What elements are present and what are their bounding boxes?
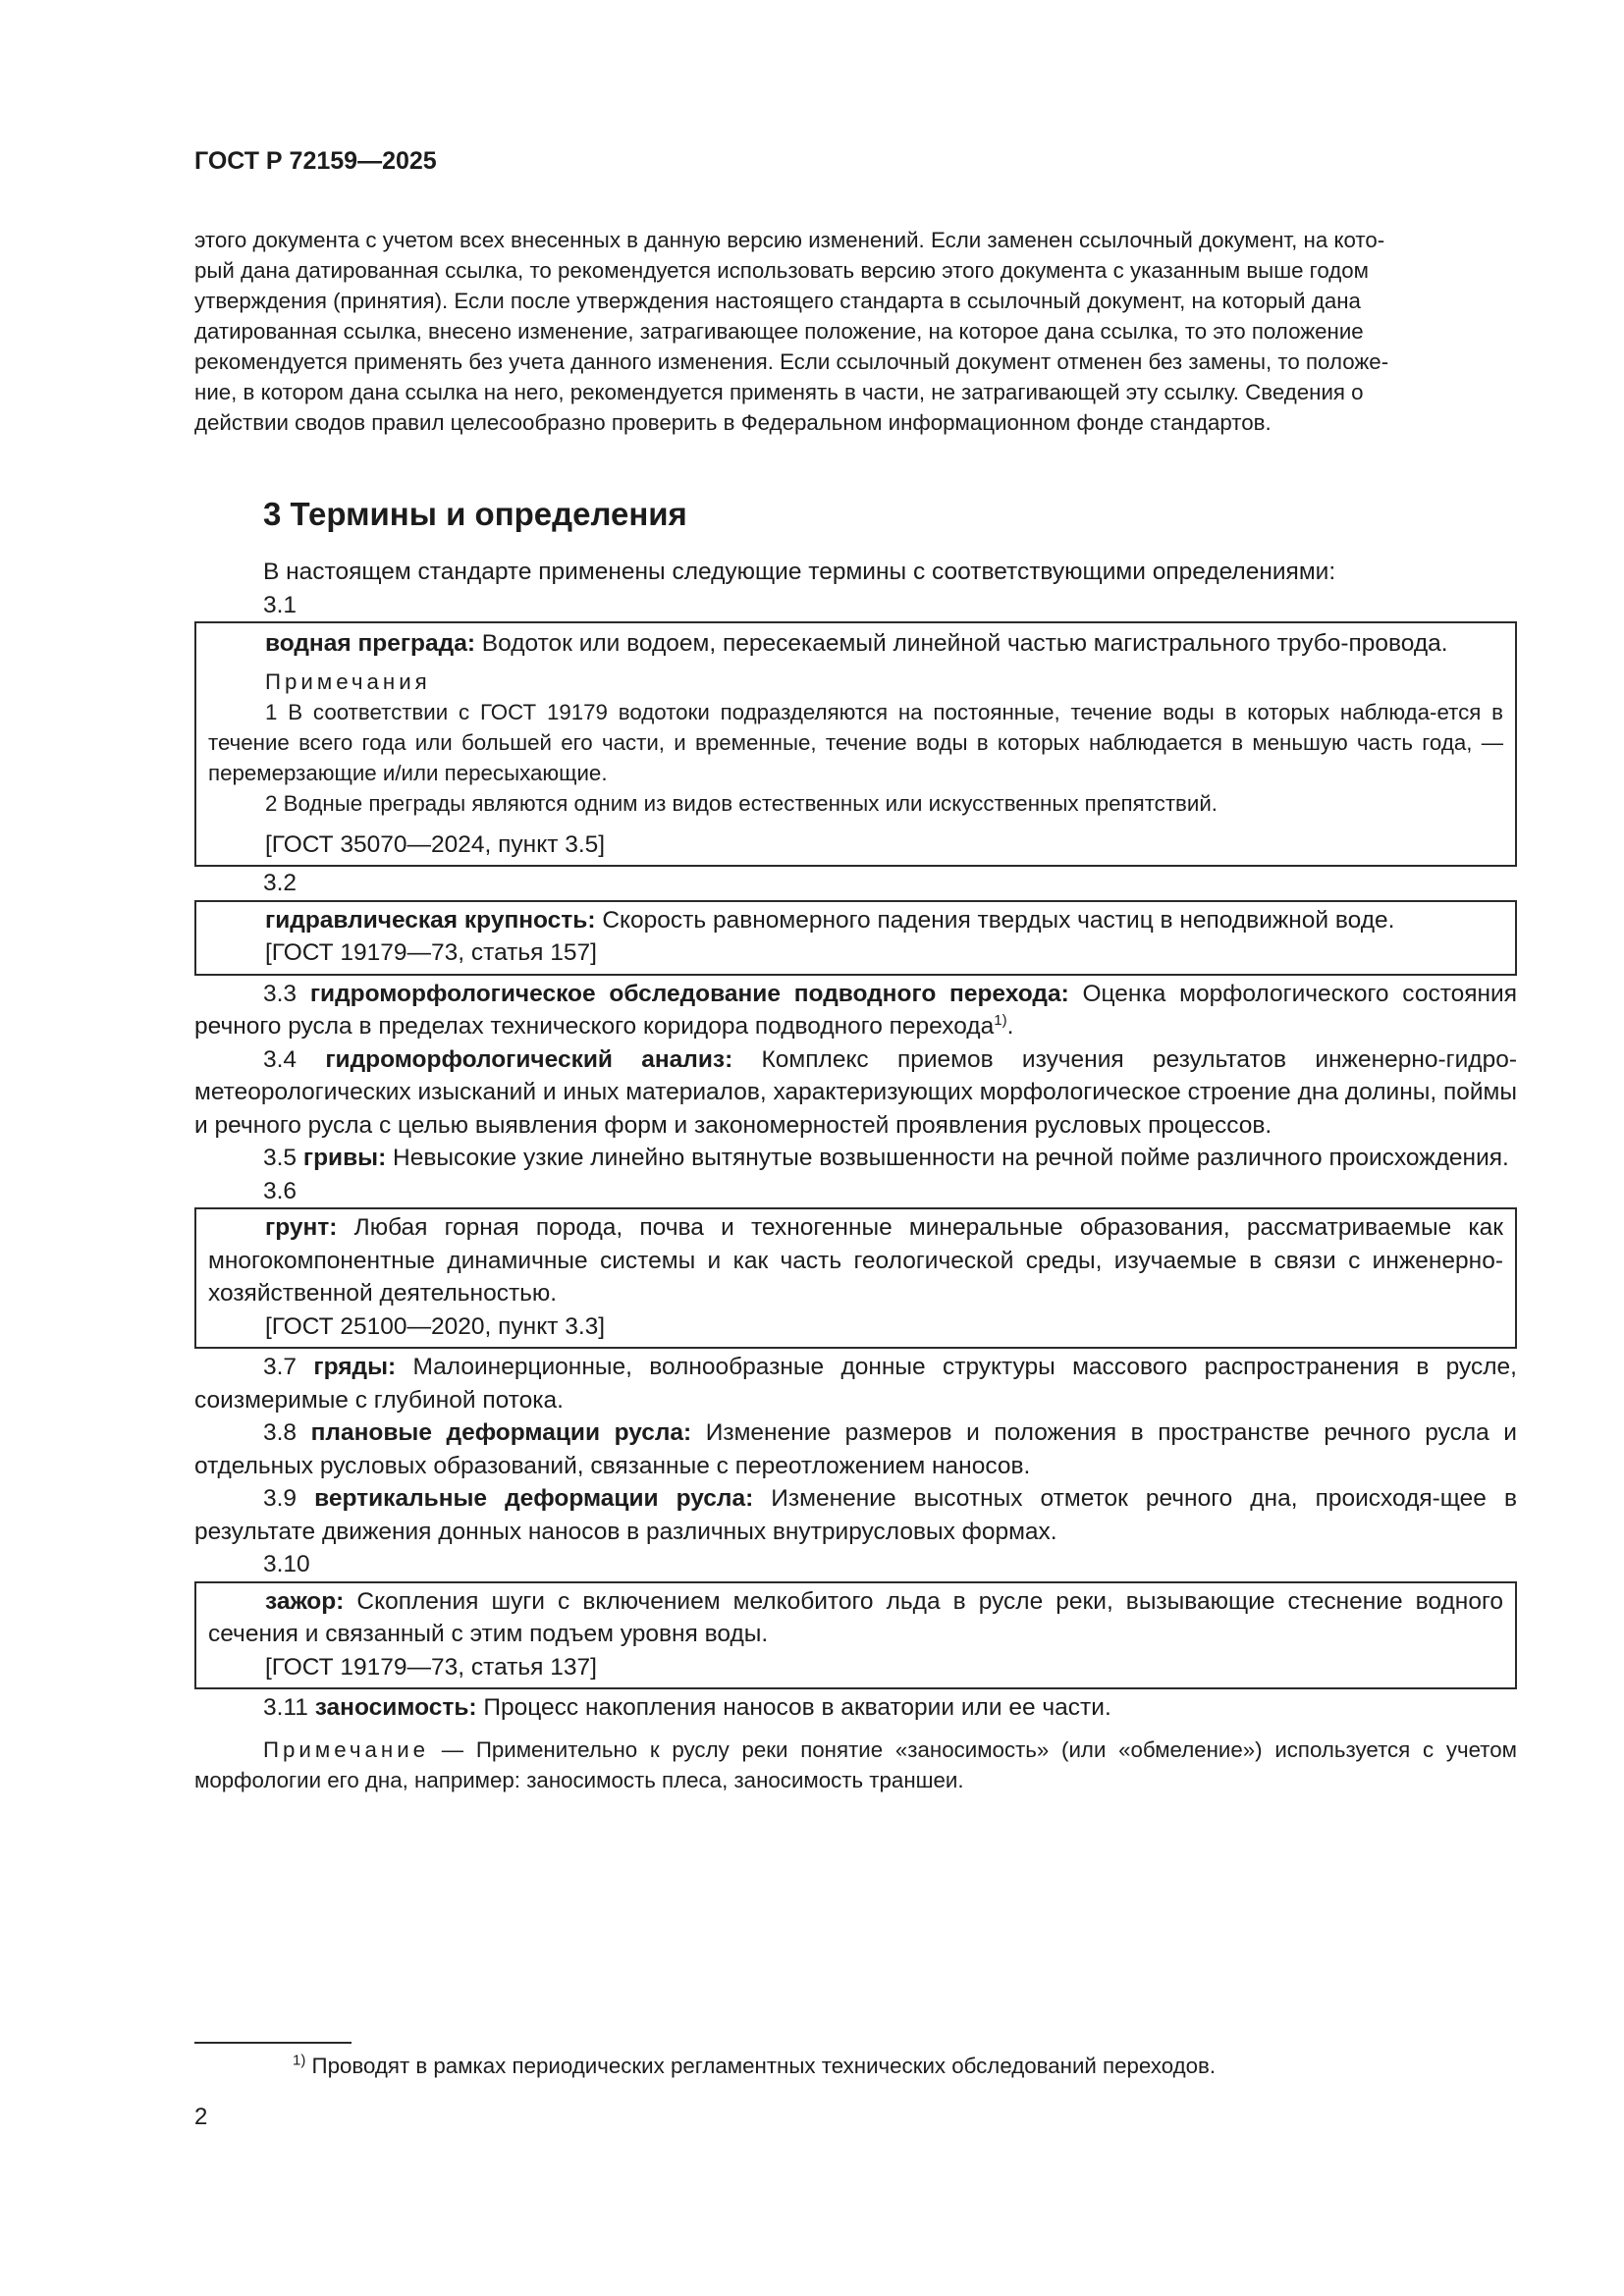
term-source-ref: [ГОСТ 19179—73, статья 157] [265, 939, 597, 966]
page-number: 2 [194, 2104, 208, 2130]
intro-line: этого документа с учетом всех внесенных в данную версию изменений. Если заменен ссылочный документ, на кото- [194, 228, 1385, 252]
term-name: гидроморфологический анализ: [325, 1045, 733, 1073]
term-definition [208, 1211, 1503, 1310]
term-number: 3.3 [263, 980, 298, 1007]
term-source-ref: [ГОСТ 19179—73, статья 137] [265, 1653, 597, 1681]
term-definition [194, 1482, 1517, 1548]
term-name: грунт: [265, 1214, 338, 1241]
term-definition [208, 627, 1503, 661]
term-box-3-10 [194, 1581, 1517, 1690]
term-text: Малоинерционные, волнообразные донные структуры массового распространения в русле, соизмеримые с глубиной потока. [194, 1354, 1517, 1414]
term-source-ref: [ГОСТ 25100—2020, пункт 3.3] [265, 1312, 606, 1340]
term-box-3-1 [194, 621, 1517, 867]
term-definition [194, 1416, 1517, 1482]
intro-line: рекомендуется применять без учета данного изменения. Если ссылочный документ отменен без замены, то положе- [194, 349, 1389, 374]
terms-section [194, 556, 1517, 1795]
term-number: 3.11 [263, 1694, 308, 1721]
term-number: 3.1 [263, 591, 298, 618]
term-box-3-6 [194, 1207, 1517, 1349]
note-item: 2 Водные преграды являются одним из видов естественных или искусственных препятствий. [265, 790, 1218, 816]
term-note [194, 1735, 1517, 1795]
term-source-ref: [ГОСТ 35070—2024, пункт 3.5] [265, 830, 606, 858]
term-definition [194, 1142, 1517, 1175]
footnote-text: Проводят в рамках периодических регламентных технических обследований переходов. [305, 2054, 1217, 2078]
footnote-divider [194, 2042, 352, 2044]
intro-line: датированная ссылка, внесено изменение, затрагивающее положение, на которое дана ссылка, то это положение [194, 319, 1364, 344]
term-name: гривы: [302, 1145, 387, 1171]
section-title: 3 Термины и определения [263, 496, 687, 532]
term-name: гряды: [313, 1354, 397, 1380]
footnote [293, 2054, 1216, 2079]
term-definition [194, 1691, 1517, 1725]
note-label: Примечание [263, 1736, 430, 1762]
term-definition [194, 1043, 1517, 1143]
intro-line: утверждения (принятия). Если после утверждения настоящего стандарта в ссылочный документ, на который дана [194, 289, 1361, 313]
term-definition [208, 904, 1503, 937]
term-box-3-2 [194, 900, 1517, 976]
term-text: Любая горная порода, почва и техногенные минеральные образования, рассматриваемые как многокомпонентные динамичные системы и как часть геологической среды, изучаемые в связи с инженерно-хозяйственной деятельностью. [208, 1214, 1503, 1307]
term-text: Процесс накопления наносов в акватории или ее части. [476, 1694, 1111, 1721]
term-text: Изменение размеров и положения в пространстве речного русла и отдельных русловых образований, связанные с переотложением наносов. [194, 1419, 1517, 1479]
term-text: Водоток или водоем, пересекаемый линейной частью магистрального трубо-провода. [474, 630, 1448, 657]
intro-line: рый дана датированная ссылка, то рекомендуется использовать версию этого документа с указанным выше годом [194, 258, 1369, 283]
term-name: водная преграда: [265, 630, 475, 657]
term-name: гидравлическая крупность: [265, 906, 596, 934]
term-name: заносимость: [314, 1694, 477, 1721]
term-text: Скопления шуги с включением мелкобитого льда в русле реки, вызывающие стеснение водного сечения и связанный с этим подъем уровня воды. [208, 1587, 1503, 1647]
term-number: 3.9 [263, 1485, 298, 1512]
note-item: 1 В соответствии с ГОСТ 19179 водотоки подразделяются на постоянные, течение воды в которых наблюда-ется в течение всего года или большей его части, и временные, течение воды в которых наблюдается в меньшую часть года, — перемерзающие и/или пересыхающие. [208, 699, 1503, 785]
term-name: вертикальные деформации русла: [314, 1485, 754, 1512]
section-lead: В настоящем стандарте применены следующие термины с соответствующими определениями: [263, 559, 1336, 585]
term-text: Невысокие узкие линейно вытянутые возвышенности на речной пойме различного происхождения. [386, 1145, 1509, 1171]
term-definition [208, 1585, 1503, 1651]
term-text: Оценка морфологического состояния речного русла в пределах технического коридора подводного перехода [194, 980, 1518, 1040]
notes-title: Примечания [265, 668, 431, 694]
term-number: 3.10 [263, 1551, 310, 1577]
term-number: 3.4 [263, 1045, 298, 1073]
note-text: — Применительно к руслу реки понятие «заносимость» (или «обмеление») используется с учетом морфологии его дна, например: заносимость плеса, заносимость траншеи. [194, 1736, 1517, 1792]
intro-paragraph [194, 225, 1517, 438]
term-number: 3.8 [263, 1419, 298, 1446]
term-definition [194, 1351, 1517, 1416]
term-name: плановые деформации русла: [310, 1419, 692, 1446]
intro-line: действии сводов правил целесообразно проверить в Федеральном информационном фонде стандартов. [194, 410, 1272, 435]
term-text: Комплекс приемов изучения результатов инженерно-гидро-метеорологических изысканий и иных материалов, характеризующих морфологическое строение дна долины, поймы и речного русла с целью выявления форм и закономерностей проявления русловых процессов. [194, 1045, 1517, 1139]
term-text: Изменение высотных отметок речного дна, происходя-щее в результате движения донных наносов в различных внутрирусловых формах. [194, 1485, 1517, 1545]
term-definition: 3.3 гидроморфологическое обследование подводного перехода: Оценка морфологического состояния речного русла в пределах технического коридора подводного перехода$^{1)}$. [194, 980, 1518, 1040]
document-header: ГОСТ Р 72159—2025 [194, 147, 437, 175]
term-notes [208, 667, 1503, 819]
footnote-mark: 1) [293, 2052, 306, 2069]
footnote-mark: 1) [994, 1011, 1007, 1029]
term-number: 3.2 [263, 870, 298, 896]
term-number: 3.5 [263, 1145, 298, 1171]
term-name: гидроморфологическое обследование подводного перехода: [309, 980, 1069, 1007]
intro-line: ние, в котором дана ссылка на него, рекомендуется применять в части, не затрагивающей эту ссылку. Сведения о [194, 380, 1364, 404]
term-number: 3.6 [263, 1177, 298, 1204]
term-text: Скорость равномерного падения твердых частиц в неподвижной воде. [595, 906, 1395, 934]
term-name: зажор: [265, 1587, 345, 1615]
term-number: 3.7 [263, 1354, 298, 1380]
